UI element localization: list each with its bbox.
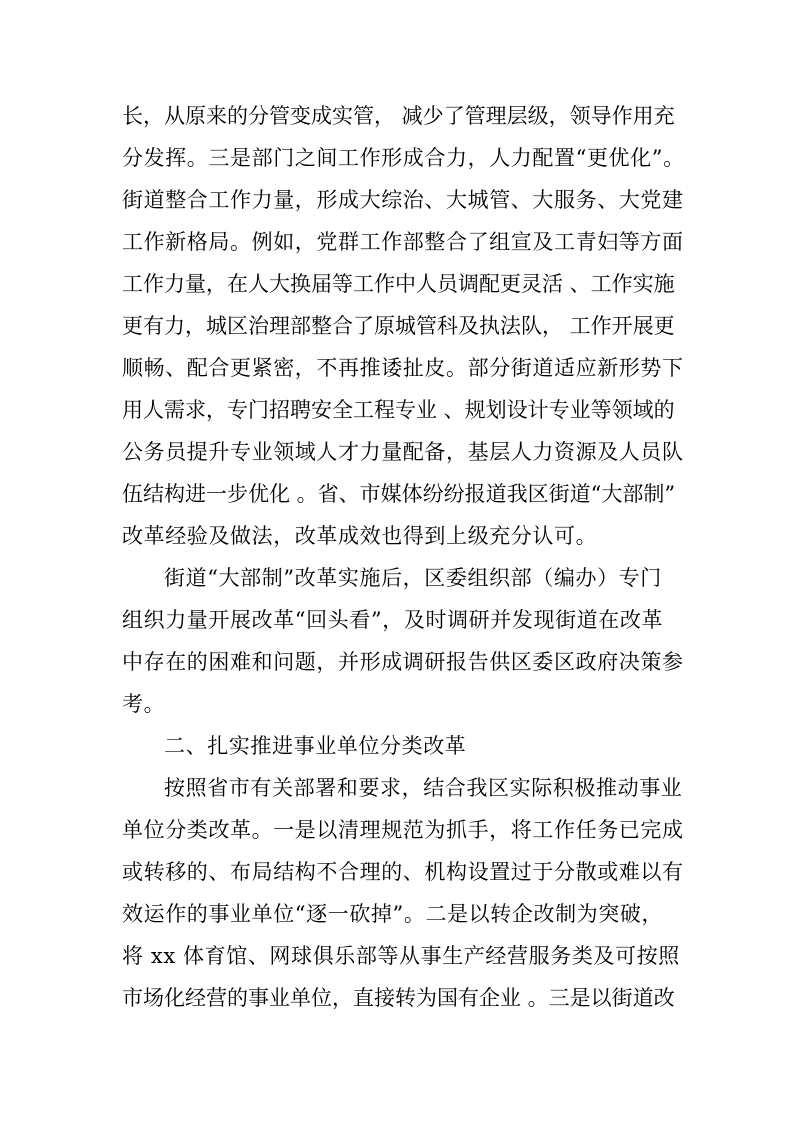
section-heading: 二、扎实推进事业单位分类改革 xyxy=(164,734,467,758)
text-line-9: 公务员提升专业领域人才力量配备，基层人力资源及人员队 xyxy=(122,440,684,464)
text-line-17: 按照省市有关部署和要求，结合我区实际积极推动事业 xyxy=(164,776,683,800)
text-line-14: 中存在的困难和问题，并形成调研报告供区委区政府决策参 xyxy=(122,650,684,674)
text-line-20: 效运作的事业单位“逐一砍掉”。二是以转企改制为突破， xyxy=(122,902,664,926)
text-line-12: 街道“大部制”改革实施后，区委组织部（编办）专门 xyxy=(164,566,662,590)
text-line-7: 顺畅、配合更紧密，不再推诿扯皮。部分街道适应新形势下 xyxy=(122,356,684,380)
text-line-18: 单位分类改革。一是以清理规范为抓手，将工作任务已完成 xyxy=(122,818,684,842)
text-line-1: 长，从原来的分管变成实管， 减少了管理层级，领导作用充 xyxy=(122,104,675,128)
text-line-22: 市场化经营的事业单位，直接转为国有企业 。三是以街道改 xyxy=(122,986,675,1010)
text-line-13: 组织力量开展改革“回头看”，及时调研并发现街道在改革 xyxy=(122,608,664,632)
text-line-4: 工作新格局。例如，党群工作部整合了组宣及工青妇等方面 xyxy=(122,230,684,254)
text-line-3: 街道整合工作力量，形成大综治、大城管、大服务、大党建 xyxy=(122,188,684,212)
text-line-8: 用人需求，专门招聘安全工程专业 、规划设计专业等领域的 xyxy=(122,398,675,422)
text-line-15: 考。 xyxy=(122,692,166,716)
text-line-21: 将 xx 体育馆、网球俱乐部等从事生产经营服务类及可按照 xyxy=(122,944,680,968)
text-line-19: 或转移的、布局结构不合理的、机构设置过于分散或难以有 xyxy=(122,860,684,884)
text-line-6: 更有力，城区治理部整合了原城管科及执法队， 工作开展更 xyxy=(122,314,675,338)
text-line-10: 伍结构进一步优化 。省、市媒体纷纷报道我区街道“大部制” xyxy=(122,482,676,506)
text-line-11: 改革经验及做法，改革成效也得到上级充分认可。 xyxy=(122,524,598,548)
text-line-5: 工作力量，在人大换届等工作中人员调配更灵活 、工作实施 xyxy=(122,272,675,296)
text-line-2: 分发挥。三是部门之间工作形成合力，人力配置“更优化”。 xyxy=(122,146,685,170)
